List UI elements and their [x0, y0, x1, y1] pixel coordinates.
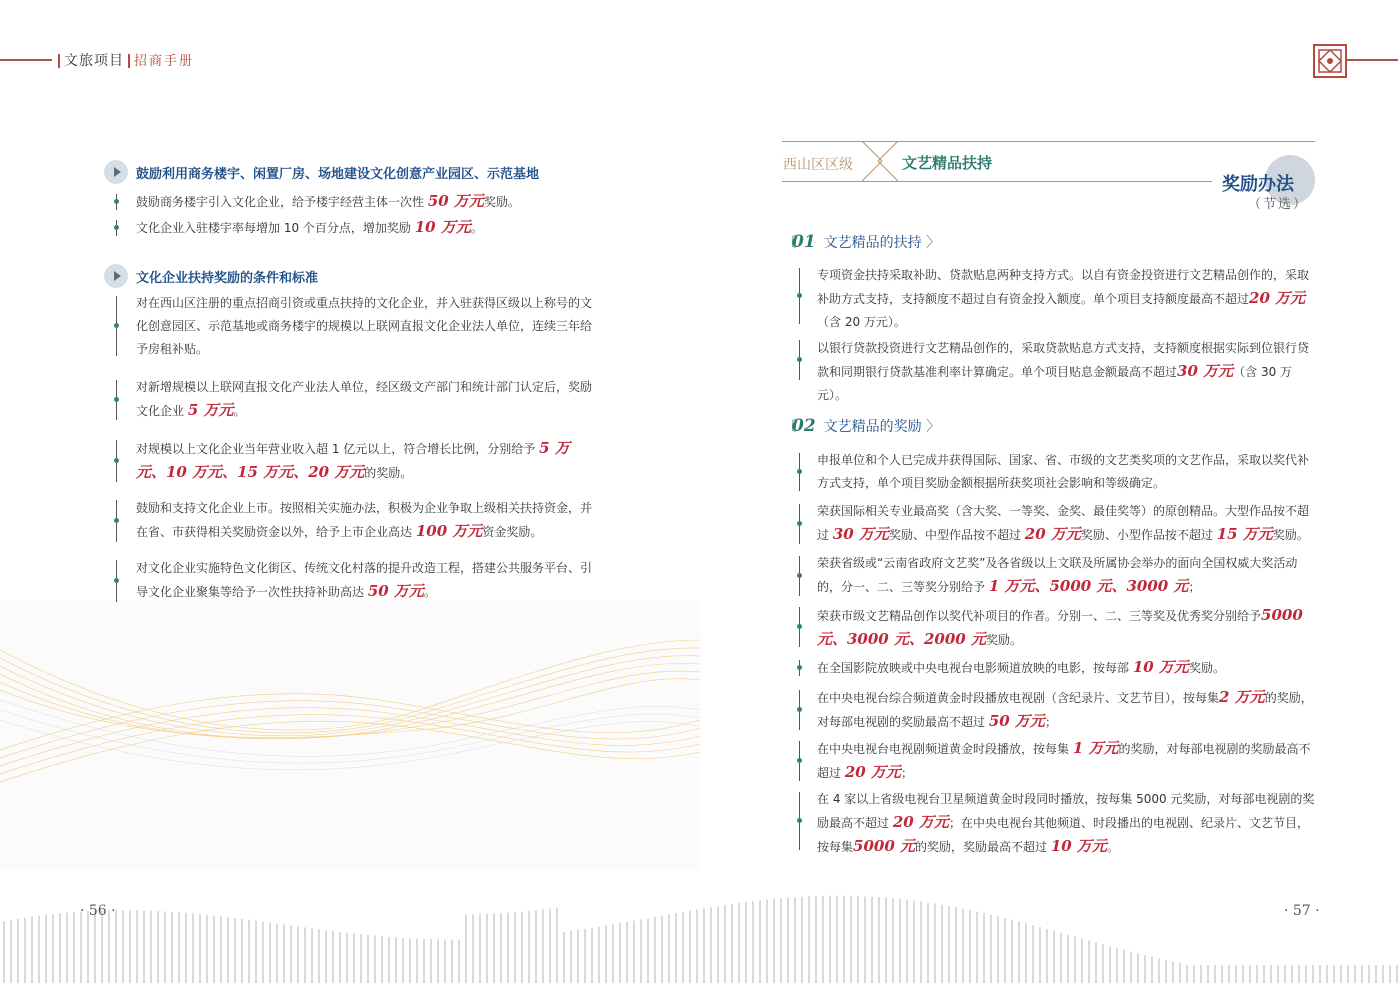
left-s1-p1: 鼓励商务楼宇引入文化企业，给予楼宇经营主体一次性 50 万元奖励。 [136, 192, 520, 210]
header-rule-right [1346, 59, 1398, 61]
subsection-number: 〔 01 [782, 232, 816, 252]
bullet-bar [799, 556, 800, 596]
left-s2-p4: 鼓励和支持文化企业上市。按照相关实施办法，积极为企业争取上级相关扶持资金，并在省、市获得相关奖励资金以外，给予上市企业高达 100 万元资金奖励。 [136, 501, 593, 540]
bullet-bar [799, 607, 800, 647]
page-number-left: · 56 · [80, 903, 116, 919]
left-s2-p2: 对新增规模以上联网直报文化产业法人单位，经区级文产部门和统计部门认定后，奖励文化企业 5 万元。 [136, 380, 593, 419]
section-title: 鼓励利用商务楼宇、闲置厂房、场地建设文化创意产业园区、示范基地 [136, 166, 540, 182]
right-s2-p6: 在中央电视台综合频道黄金时段播放电视剧（含纪录片、文艺节目），按每集2 万元的奖励，对每部电视剧的奖励最高不超过 50 万元； [817, 688, 1313, 730]
right-s2-p5: 在全国影院放映或中央电视台电影频道放映的电影，按每部 10 万元奖励。 [817, 658, 1225, 676]
subsection-title: 文艺精品的扶持 〉 [824, 232, 940, 252]
left-section2-heading [104, 264, 318, 288]
right-s2-p4: 荣获市级文艺精品创作以奖代补项目的作者。分别一、二、三等奖及优秀奖分别给予5000 元、3000 元、2000 元奖励。 [817, 606, 1303, 648]
play-icon [104, 264, 128, 288]
bullet-bar [116, 296, 117, 356]
wave-decoration [0, 600, 700, 870]
page-title: 奖励办法 [1222, 174, 1294, 195]
bars-decoration [0, 845, 1398, 983]
section-title: 文化企业扶持奖励的条件和标准 [136, 270, 319, 286]
bullet-bar [799, 340, 800, 380]
bullet-bar [799, 453, 800, 491]
bullet-bar [799, 690, 800, 730]
subsection-title: 文艺精品的奖励 〉 [824, 416, 940, 436]
left-s2-p1: 对在西山区注册的重点招商引资或重点扶持的文化企业，并入驻获得区级以上称号的文化创意园区、示范基地或商务楼宇的规模以上联网直报文化企业法人单位，连续三年给予房租补贴。 [136, 296, 593, 356]
left-section1-heading [104, 160, 539, 184]
bullet-bar [116, 220, 117, 236]
bullet-bar [116, 440, 117, 482]
bullet-bar [799, 660, 800, 676]
bullet-bar [116, 194, 117, 210]
right-s2-p3: 荣获省级或“云南省政府文艺奖”及各省级以上文联及所属协会举办的面向全国权威大奖活动的，分一、二、三等奖分别给予 1 万元、5000 元、3000 元； [817, 556, 1298, 595]
left-s2-p3: 对规模以上文化企业当年营业收入超 1 亿元以上，符合增长比例，分别给予 5 万元、10 万元、15 万元、20 万元的奖励。 [136, 439, 570, 481]
right-s2-p2: 荣获国际相关专业最高奖（含大奖、一等奖、金奖、最佳奖等）的原创精品。大型作品按不超过 30 万元奖励、中型作品按不超过 20 万元奖励、小型作品按不超过 15 万元奖励。 [817, 504, 1310, 543]
bullet-bar [116, 560, 117, 602]
bullet-bar [116, 380, 117, 420]
subsection-02-heading [782, 416, 940, 436]
subsection-number: 〔 02 [782, 416, 816, 436]
bullet-bar [799, 741, 800, 781]
header-title [54, 50, 194, 70]
chevron-divider-icon [860, 141, 900, 182]
page-title-note: （节选） [1248, 197, 1309, 212]
right-s2-p8: 在 4 家以上省级电视台卫星频道黄金时段同时播放，按每集 5000 元奖励，对每部电视剧的奖励最高不超过 20 万元；在中央电视台其他频道、时段播出的电视剧、纪录片、文艺节目，按每集5000 元的奖励，奖励最高不超过 10 万元。 [817, 792, 1315, 855]
right-s1-p1: 专项资金扶持采取补助、贷款贴息两种支持方式。以自有资金投资进行文艺精品创作的，采取补助方式支持，支持额度不超过自有资金投入额度。单个项目支持额度最高不超过20 万元（含 20 万元）。 [817, 268, 1310, 329]
bullet-bar [799, 268, 800, 324]
page-number-right: · 57 · [1284, 903, 1320, 919]
bullet-bar [116, 500, 117, 542]
right-header-rule-bottom [782, 181, 1212, 182]
topic-tag: 文艺精品扶持 [902, 154, 993, 172]
left-s1-p2: 文化企业入驻楼宇率每增加 10 个百分点，增加奖励 10 万元。 [136, 218, 483, 236]
bullet-bar [799, 504, 800, 544]
header-rule-left [0, 59, 52, 61]
right-s1-p2: 以银行贷款投资进行文艺精品创作的，采取贷款贴息方式支持，支持额度根据实际到位银行贷款和同期银行贷款基准利率计算确定。单个项目贴息金额最高不超过30 万元（含 30 万元）。 [817, 341, 1310, 402]
bullet-bar [799, 792, 800, 850]
ornament-logo-icon [1313, 44, 1347, 78]
right-s2-p1: 申报单位和个人已完成并获得国际、国家、省、市级的文艺类奖项的文艺作品，采取以奖代补方式支持，单个项目奖励金额根据所获奖项社会影响和等级确定。 [817, 453, 1310, 490]
header-title-main: 文旅项目 [64, 53, 124, 69]
header-subtitle: 招商手册 [134, 54, 195, 69]
district-tag: 西山区区级 [783, 157, 853, 173]
subsection-01-heading [782, 232, 940, 252]
play-icon [104, 160, 128, 184]
right-s2-p7: 在中央电视台电视剧频道黄金时段播放，按每集 1 万元的奖励，对每部电视剧的奖励最高不超过 20 万元； [817, 739, 1311, 781]
left-s2-p5: 对文化企业实施特色文化街区、传统文化村落的提升改造工程，搭建公共服务平台、引导文化企业聚集等给予一次性扶持补助高达 50 万元。 [136, 561, 593, 600]
